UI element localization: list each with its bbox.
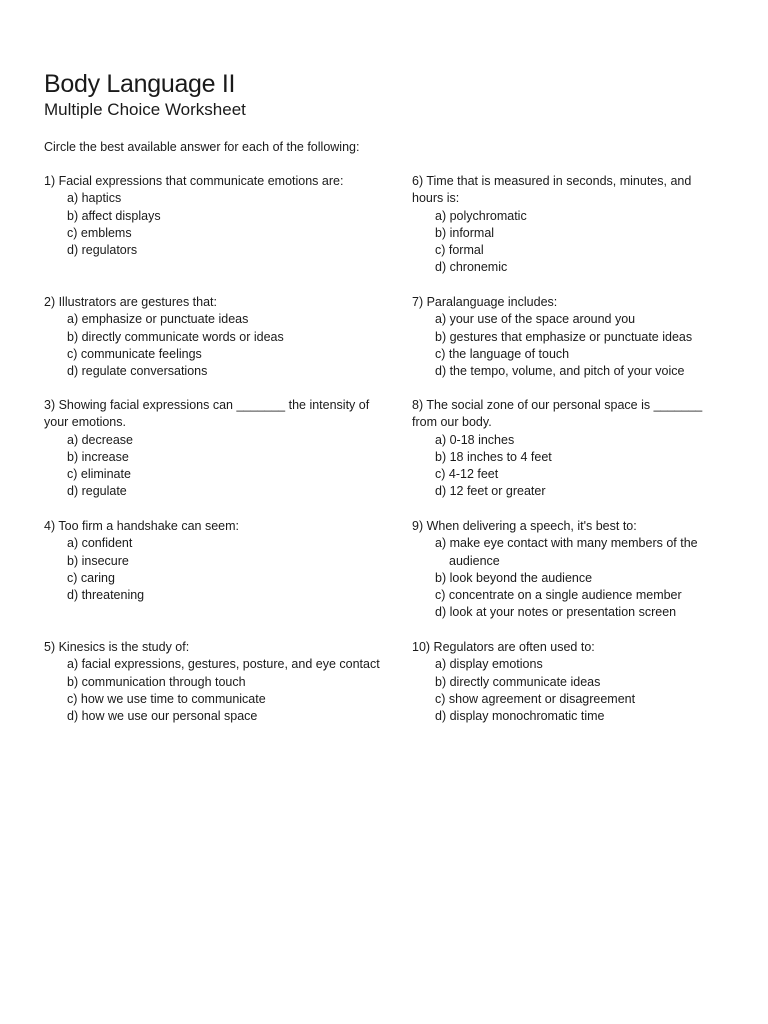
question-stem: 10) Regulators are often used to:: [412, 640, 595, 654]
question-stem: 9) When delivering a speech, it's best to:: [412, 519, 637, 533]
answer-option[interactable]: b) directly communicate ideas: [435, 674, 601, 689]
question-1: [44, 173, 389, 259]
question-5: [44, 639, 389, 725]
answer-option[interactable]: b) insecure: [67, 553, 129, 568]
answer-option[interactable]: b) increase: [67, 449, 129, 464]
answer-option[interactable]: d) 12 feet or greater: [435, 484, 546, 499]
answer-option[interactable]: d) threatening: [67, 588, 145, 603]
answer-options: [412, 656, 724, 725]
answer-options: [44, 311, 389, 380]
answer-option[interactable]: c) formal: [435, 243, 484, 258]
answer-option[interactable]: d) the tempo, volume, and pitch of your voice: [435, 364, 685, 379]
instructions: Circle the best available answer for each of the following:: [44, 140, 360, 154]
answer-options: [44, 535, 389, 604]
question-stem: 8) The social zone of our personal space is _______ from our body.: [412, 398, 703, 430]
question-stem: 2) Illustrators are gestures that:: [44, 295, 217, 309]
answer-option[interactable]: c) emblems: [67, 225, 132, 240]
answer-option[interactable]: b) 18 inches to 4 feet: [435, 449, 552, 464]
answer-options: [412, 311, 724, 380]
page-subtitle: Multiple Choice Worksheet: [44, 100, 246, 119]
page-title: Body Language II: [44, 70, 236, 98]
question-stem: 1) Facial expressions that communicate emotions are:: [44, 174, 344, 188]
answer-option[interactable]: a) haptics: [67, 191, 122, 206]
answer-option[interactable]: b) gestures that emphasize or punctuate ideas: [435, 329, 693, 344]
answer-option[interactable]: b) directly communicate words or ideas: [67, 329, 284, 344]
question-8: [412, 397, 724, 501]
answer-option[interactable]: d) look at your notes or presentation screen: [435, 605, 677, 620]
question-9: [412, 518, 724, 622]
answer-option[interactable]: b) affect displays: [67, 208, 161, 223]
question-stem: 4) Too firm a handshake can seem:: [44, 519, 240, 533]
answer-option[interactable]: a) confident: [67, 536, 133, 551]
answer-option[interactable]: c) concentrate on a single audience member: [435, 588, 682, 603]
answer-option[interactable]: c) eliminate: [67, 467, 131, 482]
answer-option[interactable]: c) 4-12 feet: [435, 467, 499, 482]
answer-option[interactable]: a) make eye contact with many members of the audience: [435, 536, 698, 568]
answer-option[interactable]: b) communication through touch: [67, 674, 246, 689]
question-2: [44, 294, 389, 380]
answer-option[interactable]: a) emphasize or punctuate ideas: [67, 312, 249, 327]
answer-option[interactable]: a) your use of the space around you: [435, 312, 636, 327]
answer-option[interactable]: a) decrease: [67, 432, 134, 447]
answer-option[interactable]: a) display emotions: [435, 657, 543, 672]
question-3: [44, 397, 389, 501]
answer-option[interactable]: b) look beyond the audience: [435, 570, 593, 585]
answer-option[interactable]: d) display monochromatic time: [435, 709, 605, 724]
question-4: [44, 518, 389, 604]
answer-option[interactable]: d) regulate: [67, 484, 127, 499]
question-6: [412, 173, 724, 277]
answer-option[interactable]: c) caring: [67, 570, 115, 585]
answer-options: [44, 432, 389, 501]
answer-option[interactable]: d) regulators: [67, 243, 138, 258]
question-7: [412, 294, 724, 380]
answer-option[interactable]: d) how we use our personal space: [67, 709, 258, 724]
answer-option[interactable]: c) communicate feelings: [67, 346, 202, 361]
question-stem: 3) Showing facial expressions can _______ the intensity of your emotions.: [44, 398, 370, 430]
answer-option[interactable]: d) chronemic: [435, 260, 508, 275]
answer-option[interactable]: d) regulate conversations: [67, 364, 208, 379]
answer-options: [44, 656, 389, 725]
answer-options: [412, 432, 724, 501]
answer-option[interactable]: a) facial expressions, gestures, posture, and eye contact: [67, 657, 380, 672]
answer-options: [412, 208, 724, 277]
answer-option[interactable]: a) polychromatic: [435, 208, 527, 223]
question-stem: 5) Kinesics is the study of:: [44, 640, 190, 654]
question-stem: 7) Paralanguage includes:: [412, 295, 558, 309]
answer-option[interactable]: c) show agreement or disagreement: [435, 691, 636, 706]
answer-option[interactable]: c) the language of touch: [435, 346, 570, 361]
answer-options: [44, 190, 389, 259]
answer-option[interactable]: c) how we use time to communicate: [67, 691, 266, 706]
answer-option[interactable]: a) 0-18 inches: [435, 432, 515, 447]
question-stem: 6) Time that is measured in seconds, minutes, and hours is:: [412, 174, 692, 206]
answer-options: [412, 535, 724, 621]
question-10: [412, 639, 724, 725]
answer-option[interactable]: b) informal: [435, 225, 495, 240]
